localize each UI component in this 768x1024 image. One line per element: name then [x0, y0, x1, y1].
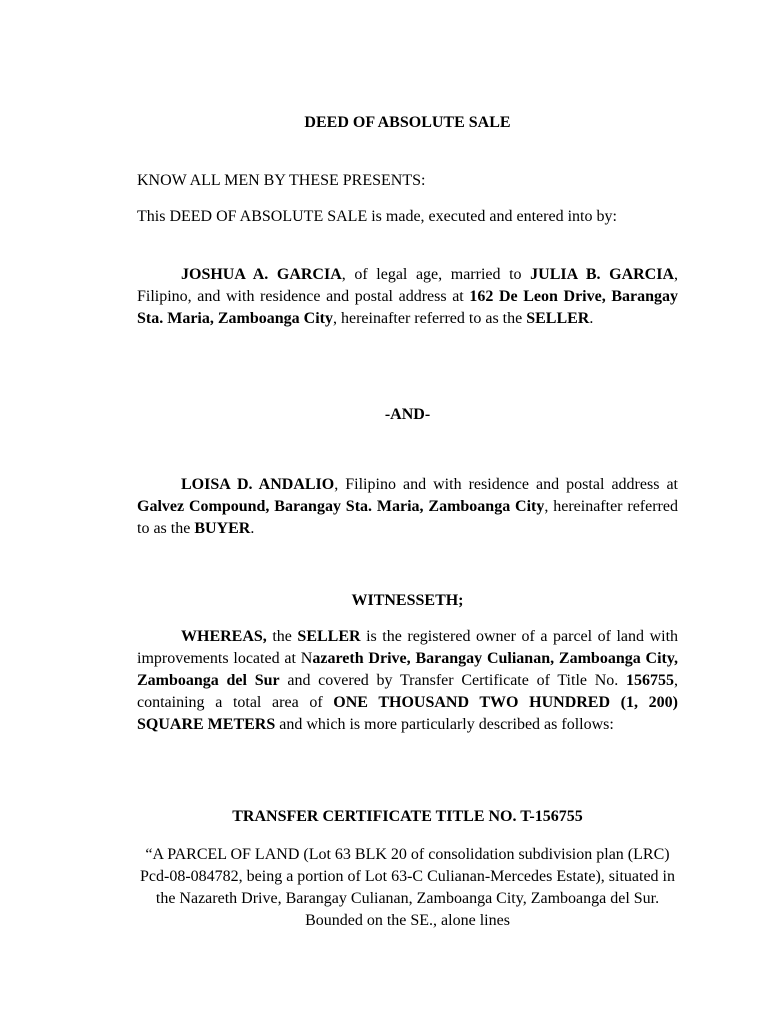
buyer-paragraph — [137, 474, 678, 540]
buyer-label: BUYER — [194, 520, 251, 537]
tct-heading: TRANSFER CERTIFICATE TITLE NO. T-156755 — [232, 808, 583, 825]
and-separator-text: -AND- — [384, 406, 431, 423]
seller-address: 162 De Leon Drive, Barangay Sta. Maria, Zamboanga City — [137, 288, 678, 327]
buyer-name: LOISA D. ANDALIO — [181, 476, 335, 493]
buyer-text-2: , hereinafter referred to as the — [137, 498, 678, 537]
spouse-name: JULIA B. GARCIA — [530, 266, 675, 283]
whereas-paragraph — [137, 626, 678, 736]
location-initial: N — [300, 650, 313, 667]
and-separator — [137, 404, 678, 426]
whereas-text-3: and covered by Transfer Certificate of Title No. — [279, 672, 627, 689]
whereas-text-1: the — [266, 628, 298, 645]
intro-paragraph: This DEED OF ABSOLUTE SALE is made, executed and entered into by: — [137, 208, 617, 225]
seller-text-4: . — [589, 310, 594, 327]
seller-text-3: , hereinafter referred to as the — [333, 310, 527, 327]
deed-document — [137, 0, 678, 1024]
whereas-text-2: is the registered owner of a parcel of land with improvements located at — [137, 628, 679, 667]
seller-text-2: , Filipino, and with residence and postal address at — [137, 266, 679, 305]
buyer-address: Galvez Compound, Barangay Sta. Maria, Zamboanga City — [137, 498, 545, 515]
preamble: KNOW ALL MEN BY THESE PRESENTS: — [137, 172, 426, 189]
document-title: DEED OF ABSOLUTE SALE — [304, 114, 511, 131]
seller-paragraph — [137, 264, 678, 330]
buyer-text-3: . — [250, 520, 255, 537]
tct-description: “A PARCEL OF LAND (Lot 63 BLK 20 of consolidation subdivision plan (LRC) Pcd-08-084782, being a portion of Lot 63-C Culianan-Mercedes Estate), situated in the Nazareth Drive, Barangay Culianan, Zamboanga City, Zamboanga del Sur. Bounded on the SE., alone lines — [140, 846, 675, 929]
tct-number: 156755 — [626, 672, 675, 689]
buyer-text-1: , Filipino and with residence and postal address at — [334, 476, 679, 493]
whereas-text-5: and which is more particularly described as follows: — [275, 716, 614, 733]
seller-name: JOSHUA A. GARCIA — [181, 266, 342, 283]
whereas-seller-label: SELLER — [297, 628, 361, 645]
whereas-text-4: , containing a total area of — [137, 672, 679, 711]
property-location: azareth Drive, Barangay Culianan, Zamboanga City, Zamboanga del Sur — [137, 650, 679, 689]
whereas-word: WHEREAS, — [181, 628, 267, 645]
property-area: ONE THOUSAND TWO HUNDRED (1, 200) SQUARE METERS — [137, 694, 678, 733]
seller-text-1: , of legal age, married to — [341, 266, 531, 283]
witnesseth-heading: WITNESSETH; — [351, 592, 464, 609]
seller-label: SELLER — [526, 310, 590, 327]
